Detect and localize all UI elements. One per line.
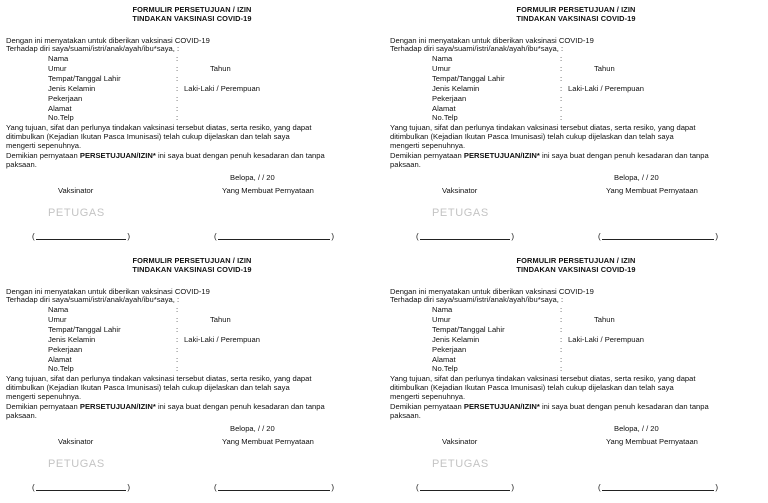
signature-underline bbox=[602, 490, 714, 491]
field-label-alamat: Alamat bbox=[432, 104, 456, 113]
signature-underline bbox=[218, 239, 330, 240]
field-label-jenis-kelamin: Jenis Kelamin bbox=[432, 335, 480, 344]
signature-line-pembuat-pernyataan bbox=[598, 483, 718, 492]
signature-label-vaksinator: Vaksinator bbox=[442, 437, 478, 446]
field-label-jenis-kelamin: Jenis Kelamin bbox=[432, 84, 480, 93]
statement-post: ini saya buat dengan penuh kesadaran dan tanpa bbox=[539, 402, 709, 411]
field-colon: : bbox=[560, 364, 563, 373]
statement-bold: PERSETUJUAN/IZIN* bbox=[79, 402, 156, 411]
field-value-umur: Tahun bbox=[210, 64, 231, 73]
statement-bold: PERSETUJUAN/IZIN* bbox=[79, 151, 156, 160]
field-colon: : bbox=[176, 335, 179, 344]
field-label-pekerjaan: Pekerjaan bbox=[432, 345, 467, 354]
paren-open: ( bbox=[32, 483, 35, 492]
field-colon: : bbox=[560, 355, 563, 364]
paren-open: ( bbox=[598, 483, 601, 492]
signature-label-pembuat-pernyataan: Yang Membuat Pernyataan bbox=[222, 186, 314, 195]
intro-line1: Dengan ini menyatakan untuk diberikan vaksinasi COVID-19 bbox=[6, 36, 210, 45]
paren-close: ) bbox=[127, 483, 130, 492]
field-colon: : bbox=[560, 113, 563, 122]
field-colon: : bbox=[176, 84, 179, 93]
signature-line-pembuat-pernyataan bbox=[214, 483, 334, 492]
consent-form bbox=[384, 251, 768, 502]
intro-line2: Terhadap diri saya/suami/istri/anak/ayah/ibu*saya, : bbox=[6, 295, 180, 304]
field-label-pekerjaan: Pekerjaan bbox=[48, 345, 83, 354]
statement-pre: Demikian pernyataan bbox=[390, 151, 464, 160]
field-label-umur: Umur bbox=[48, 315, 67, 324]
field-label-jenis-kelamin: Jenis Kelamin bbox=[48, 84, 96, 93]
petugas-stamp: PETUGAS bbox=[48, 458, 105, 470]
signature-underline bbox=[36, 490, 126, 491]
field-colon: : bbox=[560, 104, 563, 113]
statement-post: ini saya buat dengan penuh kesadaran dan tanpa bbox=[539, 151, 709, 160]
field-colon: : bbox=[176, 94, 179, 103]
paren-open: ( bbox=[214, 232, 217, 241]
field-colon: : bbox=[560, 315, 563, 324]
consent-paragraph-line2: ditimbulkan (Kejadian Ikutan Pasca Imunisasi) telah cukup dijelaskan dan telah saya bbox=[6, 132, 290, 141]
paren-close: ) bbox=[127, 232, 130, 241]
statement-line1 bbox=[6, 402, 325, 411]
intro-line2: Terhadap diri saya/suami/istri/anak/ayah/ibu*saya, : bbox=[390, 44, 564, 53]
field-value-jenis-kelamin: Laki-Laki / Perempuan bbox=[568, 84, 644, 93]
statement-line1 bbox=[390, 402, 709, 411]
field-label-umur: Umur bbox=[432, 315, 451, 324]
field-colon: : bbox=[176, 74, 179, 83]
paren-open: ( bbox=[598, 232, 601, 241]
signature-line-vaksinator bbox=[416, 232, 514, 241]
petugas-stamp: PETUGAS bbox=[432, 207, 489, 219]
consent-paragraph-line3: mengerti sepenuhnya. bbox=[6, 392, 82, 401]
paren-open: ( bbox=[32, 232, 35, 241]
signature-underline bbox=[420, 490, 510, 491]
intro-line2: Terhadap diri saya/suami/istri/anak/ayah/ibu*saya, : bbox=[6, 44, 180, 53]
field-value-umur: Tahun bbox=[210, 315, 231, 324]
field-label-nama: Nama bbox=[432, 305, 453, 314]
field-colon: : bbox=[176, 325, 179, 334]
paren-open: ( bbox=[416, 232, 419, 241]
intro-line1: Dengan ini menyatakan untuk diberikan vaksinasi COVID-19 bbox=[390, 36, 594, 45]
field-colon: : bbox=[176, 54, 179, 63]
paren-close: ) bbox=[715, 483, 718, 492]
field-label-alamat: Alamat bbox=[48, 355, 72, 364]
field-label-alamat: Alamat bbox=[432, 355, 456, 364]
field-label-tempat-tanggal-lahir: Tempat/Tanggal Lahir bbox=[48, 74, 121, 83]
field-value-jenis-kelamin: Laki-Laki / Perempuan bbox=[184, 84, 260, 93]
signature-line-pembuat-pernyataan bbox=[598, 232, 718, 241]
consent-form bbox=[0, 251, 384, 502]
statement-pre: Demikian pernyataan bbox=[390, 402, 464, 411]
signature-underline bbox=[420, 239, 510, 240]
paren-open: ( bbox=[214, 483, 217, 492]
field-label-no-telp: No.Telp bbox=[432, 113, 458, 122]
field-value-jenis-kelamin: Laki-Laki / Perempuan bbox=[184, 335, 260, 344]
signature-line-vaksinator bbox=[416, 483, 514, 492]
place-date: Belopa, / / 20 bbox=[614, 173, 659, 182]
field-colon: : bbox=[560, 84, 563, 93]
consent-paragraph-line2: ditimbulkan (Kejadian Ikutan Pasca Imunisasi) telah cukup dijelaskan dan telah saya bbox=[390, 383, 674, 392]
field-label-umur: Umur bbox=[48, 64, 67, 73]
field-label-jenis-kelamin: Jenis Kelamin bbox=[48, 335, 96, 344]
field-colon: : bbox=[176, 364, 179, 373]
place-date: Belopa, / / 20 bbox=[230, 173, 275, 182]
field-label-no-telp: No.Telp bbox=[48, 364, 74, 373]
field-colon: : bbox=[176, 345, 179, 354]
form-title-line1: FORMULIR PERSETUJUAN / IZIN bbox=[132, 5, 252, 14]
consent-paragraph-line3: mengerti sepenuhnya. bbox=[390, 141, 466, 150]
field-colon: : bbox=[176, 104, 179, 113]
consent-paragraph-line1: Yang tujuan, sifat dan perlunya tindakan vaksinasi tersebut diatas, serta resiko, yang dapat bbox=[390, 374, 696, 383]
field-colon: : bbox=[560, 74, 563, 83]
field-label-tempat-tanggal-lahir: Tempat/Tanggal Lahir bbox=[432, 74, 505, 83]
signature-line-pembuat-pernyataan bbox=[214, 232, 334, 241]
statement-bold: PERSETUJUAN/IZIN* bbox=[463, 402, 540, 411]
field-colon: : bbox=[176, 315, 179, 324]
statement-post: ini saya buat dengan penuh kesadaran dan tanpa bbox=[155, 402, 325, 411]
signature-underline bbox=[36, 239, 126, 240]
form-title-line2: TINDAKAN VAKSINASI COVID-19 bbox=[132, 265, 252, 274]
intro-line1: Dengan ini menyatakan untuk diberikan vaksinasi COVID-19 bbox=[6, 287, 210, 296]
consent-paragraph-line3: mengerti sepenuhnya. bbox=[390, 392, 466, 401]
consent-paragraph-line3: mengerti sepenuhnya. bbox=[6, 141, 82, 150]
form-title-line1: FORMULIR PERSETUJUAN / IZIN bbox=[132, 256, 252, 265]
field-colon: : bbox=[560, 54, 563, 63]
field-label-nama: Nama bbox=[48, 54, 69, 63]
form-title-line2: TINDAKAN VAKSINASI COVID-19 bbox=[132, 14, 252, 23]
paren-close: ) bbox=[511, 483, 514, 492]
field-colon: : bbox=[560, 335, 563, 344]
statement-post: ini saya buat dengan penuh kesadaran dan tanpa bbox=[155, 151, 325, 160]
field-colon: : bbox=[176, 355, 179, 364]
statement-line2: paksaan. bbox=[390, 411, 421, 420]
field-colon: : bbox=[560, 305, 563, 314]
field-label-pekerjaan: Pekerjaan bbox=[432, 94, 467, 103]
signature-label-vaksinator: Vaksinator bbox=[58, 186, 94, 195]
field-value-umur: Tahun bbox=[594, 64, 615, 73]
place-date: Belopa, / / 20 bbox=[614, 424, 659, 433]
field-colon: : bbox=[560, 94, 563, 103]
signature-line-vaksinator bbox=[32, 232, 130, 241]
signature-underline bbox=[602, 239, 714, 240]
consent-form bbox=[0, 0, 384, 251]
petugas-stamp: PETUGAS bbox=[432, 458, 489, 470]
statement-line2: paksaan. bbox=[6, 411, 37, 420]
form-title-line2: TINDAKAN VAKSINASI COVID-19 bbox=[516, 265, 636, 274]
field-colon: : bbox=[560, 345, 563, 354]
paren-close: ) bbox=[715, 232, 718, 241]
paren-open: ( bbox=[416, 483, 419, 492]
statement-line2: paksaan. bbox=[390, 160, 421, 169]
signature-label-vaksinator: Vaksinator bbox=[442, 186, 478, 195]
statement-pre: Demikian pernyataan bbox=[6, 402, 80, 411]
paren-close: ) bbox=[511, 232, 514, 241]
signature-underline bbox=[218, 490, 330, 491]
field-label-umur: Umur bbox=[432, 64, 451, 73]
field-colon: : bbox=[560, 64, 563, 73]
field-label-tempat-tanggal-lahir: Tempat/Tanggal Lahir bbox=[48, 325, 121, 334]
field-value-jenis-kelamin: Laki-Laki / Perempuan bbox=[568, 335, 644, 344]
field-label-nama: Nama bbox=[432, 54, 453, 63]
statement-line1 bbox=[6, 151, 325, 160]
consent-paragraph-line2: ditimbulkan (Kejadian Ikutan Pasca Imunisasi) telah cukup dijelaskan dan telah saya bbox=[390, 132, 674, 141]
paren-close: ) bbox=[331, 483, 334, 492]
field-value-umur: Tahun bbox=[594, 315, 615, 324]
consent-paragraph-line1: Yang tujuan, sifat dan perlunya tindakan vaksinasi tersebut diatas, serta resiko, yang dapat bbox=[6, 123, 312, 132]
field-label-no-telp: No.Telp bbox=[432, 364, 458, 373]
signature-label-pembuat-pernyataan: Yang Membuat Pernyataan bbox=[606, 437, 698, 446]
field-label-alamat: Alamat bbox=[48, 104, 72, 113]
statement-line1 bbox=[390, 151, 709, 160]
field-label-tempat-tanggal-lahir: Tempat/Tanggal Lahir bbox=[432, 325, 505, 334]
field-label-nama: Nama bbox=[48, 305, 69, 314]
statement-pre: Demikian pernyataan bbox=[6, 151, 80, 160]
consent-paragraph-line1: Yang tujuan, sifat dan perlunya tindakan vaksinasi tersebut diatas, serta resiko, yang dapat bbox=[6, 374, 312, 383]
field-colon: : bbox=[176, 64, 179, 73]
form-title-line2: TINDAKAN VAKSINASI COVID-19 bbox=[516, 14, 636, 23]
field-colon: : bbox=[176, 305, 179, 314]
intro-line2: Terhadap diri saya/suami/istri/anak/ayah/ibu*saya, : bbox=[390, 295, 564, 304]
place-date: Belopa, / / 20 bbox=[230, 424, 275, 433]
field-label-no-telp: No.Telp bbox=[48, 113, 74, 122]
form-title-line1: FORMULIR PERSETUJUAN / IZIN bbox=[516, 5, 636, 14]
statement-bold: PERSETUJUAN/IZIN* bbox=[463, 151, 540, 160]
signature-label-vaksinator: Vaksinator bbox=[58, 437, 94, 446]
signature-label-pembuat-pernyataan: Yang Membuat Pernyataan bbox=[606, 186, 698, 195]
paren-close: ) bbox=[331, 232, 334, 241]
signature-line-vaksinator bbox=[32, 483, 130, 492]
petugas-stamp: PETUGAS bbox=[48, 207, 105, 219]
intro-line1: Dengan ini menyatakan untuk diberikan vaksinasi COVID-19 bbox=[390, 287, 594, 296]
field-label-pekerjaan: Pekerjaan bbox=[48, 94, 83, 103]
field-colon: : bbox=[176, 113, 179, 122]
statement-line2: paksaan. bbox=[6, 160, 37, 169]
signature-label-pembuat-pernyataan: Yang Membuat Pernyataan bbox=[222, 437, 314, 446]
consent-paragraph-line2: ditimbulkan (Kejadian Ikutan Pasca Imunisasi) telah cukup dijelaskan dan telah saya bbox=[6, 383, 290, 392]
consent-form bbox=[384, 0, 768, 251]
consent-paragraph-line1: Yang tujuan, sifat dan perlunya tindakan vaksinasi tersebut diatas, serta resiko, yang dapat bbox=[390, 123, 696, 132]
form-title-line1: FORMULIR PERSETUJUAN / IZIN bbox=[516, 256, 636, 265]
field-colon: : bbox=[560, 325, 563, 334]
